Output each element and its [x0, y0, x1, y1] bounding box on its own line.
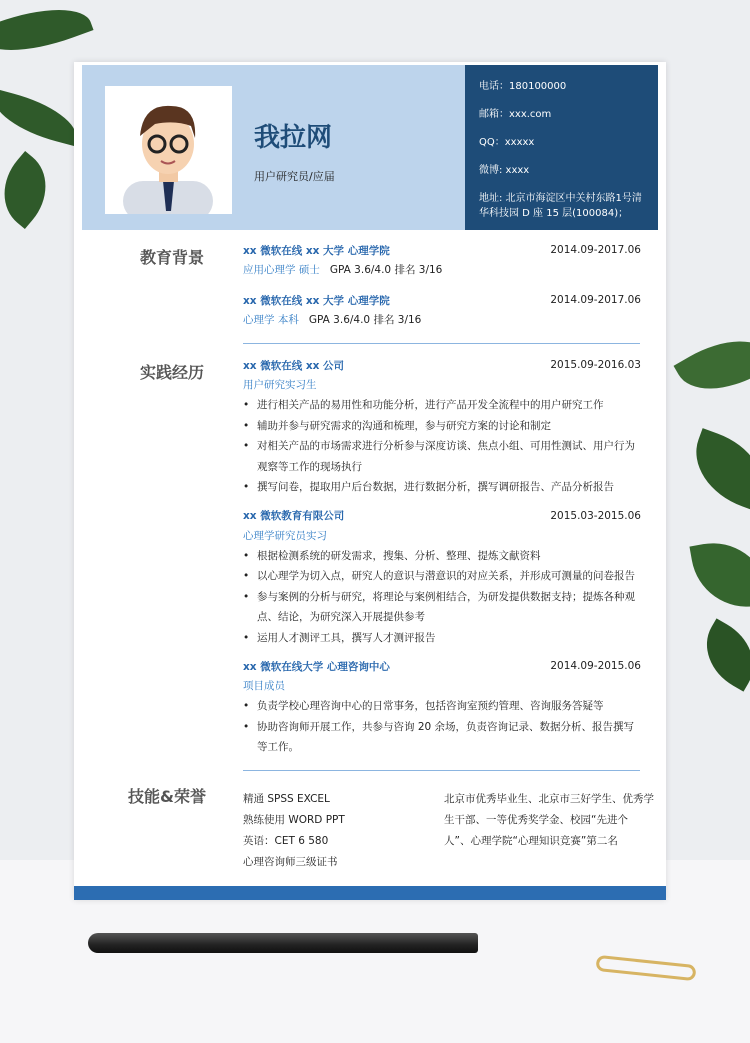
experience-item — [243, 506, 641, 649]
candidate-role: 用户研究员/应届 — [254, 170, 335, 183]
edu-gpa: GPA 3.6/4.0 排名 3/16 — [308, 314, 422, 326]
exp-org: xx 微软教育有限公司 — [243, 510, 345, 522]
exp-bullet: • 参与案例的分析与研究，将理论与案例相结合，为研发提供数据支持；提炼各种观点、结论，为研究深入开展提供参考 — [243, 587, 641, 628]
contact-weibo: 微博: xxxx — [479, 165, 530, 176]
honors-text: 北京市优秀毕业生、北京市三好学生、优秀学生干部、一等优秀奖学金、校园“先进个人”、心理学院“心理知识竞赛”第二名 — [444, 793, 654, 847]
header-banner — [82, 65, 465, 230]
plant-leaf — [0, 151, 63, 229]
plant-leaf — [674, 321, 750, 409]
footer-bar — [74, 886, 666, 900]
divider — [243, 343, 640, 344]
divider — [243, 770, 640, 771]
exp-bullet: • 以心理学为切入点，研究人的意识与潜意识的对应关系，并形成可测量的问卷报告 — [243, 566, 641, 587]
exp-bullet: • 辅助并参与研究需求的沟通和梳理，参与研究方案的讨论和制定 — [243, 416, 641, 437]
edu-major: 心理学 本科 — [243, 314, 299, 326]
exp-bullet: • 对相关产品的市场需求进行分析参与深度访谈、焦点小组、可用性测试、用户行为观察等工作的现场执行 — [243, 436, 641, 477]
plant-leaf — [0, 0, 94, 68]
experience-list — [243, 355, 641, 758]
skill-item: 英语：CET 6 580 — [243, 835, 329, 847]
exp-bullet: • 进行相关产品的易用性和功能分析，进行产品开发全流程中的用户研究工作 — [243, 395, 641, 416]
skill-item: 心理咨询师三级证书 — [243, 856, 338, 868]
section-title-experience: 实践经历 — [140, 363, 205, 382]
contact-address: 地址: 北京市海淀区中关村东路1号清华科技园 D 座 15 层(100084)； — [479, 193, 642, 219]
plant-leaf — [0, 89, 83, 146]
contact-email: 邮箱：xxx.com — [479, 109, 552, 120]
exp-bullet: • 运用人才测评工具，撰写人才测评报告 — [243, 628, 641, 649]
exp-bullet: • 根据检测系统的研发需求，搜集、分析、整理、提炼文献资料 — [243, 546, 641, 567]
edu-org: xx 微软在线 xx 大学 心理学院 — [243, 294, 390, 307]
exp-org: xx 微软在线 xx 公司 — [243, 359, 345, 372]
exp-bullet: • 协助咨询师开展工作，共参与咨询 20 余场，负责咨询记录、数据分析、报告撰写等工作。 — [243, 717, 641, 758]
contact-qq: QQ：xxxxx — [479, 137, 535, 148]
exp-role: 用户研究实习生 — [243, 379, 317, 391]
plant-leaf — [692, 618, 750, 691]
edu-org: xx 微软在线 xx 大学 心理学院 — [243, 244, 390, 257]
resume-paper — [74, 62, 666, 900]
exp-role: 项目成员 — [243, 680, 285, 692]
plant-leaf — [682, 428, 750, 512]
section-title-education: 教育背景 — [140, 248, 205, 267]
edu-date: 2014.09-2017.06 — [550, 244, 641, 256]
exp-date: 2015.03-2015.06 — [550, 509, 641, 522]
exp-date: 2014.09-2015.06 — [550, 660, 641, 672]
skill-item: 精通 SPSS EXCEL — [243, 793, 330, 805]
skills-list — [243, 789, 345, 873]
contact-panel — [465, 65, 658, 230]
skill-item: 熟练使用 WORD PPT — [243, 814, 345, 826]
edu-gpa: GPA 3.6/4.0 排名 3/16 — [329, 264, 443, 276]
plant-leaf — [689, 534, 750, 615]
experience-item — [243, 656, 641, 758]
avatar — [105, 86, 232, 214]
exp-role: 心理学研究员实习 — [243, 529, 327, 542]
section-title-skills: 技能&荣誉 — [128, 787, 206, 806]
exp-org: xx 微软在线大学 心理咨询中心 — [243, 660, 390, 673]
pen — [88, 933, 478, 953]
edu-date: 2014.09-2017.06 — [550, 294, 641, 306]
experience-item — [243, 355, 641, 498]
edu-major: 应用心理学 硕士 — [243, 264, 320, 276]
exp-bullet: • 撰写问卷，提取用户后台数据，进行数据分析，撰写调研报告、产品分析报告 — [243, 477, 641, 498]
contact-phone: 电话：180100000 — [479, 81, 567, 92]
candidate-name: 我拉网 — [254, 123, 333, 153]
exp-date: 2015.09-2016.03 — [550, 359, 641, 371]
exp-bullet: • 负责学校心理咨询中心的日常事务，包括咨询室预约管理、咨询服务答疑等 — [243, 696, 641, 717]
education-list — [243, 240, 641, 330]
